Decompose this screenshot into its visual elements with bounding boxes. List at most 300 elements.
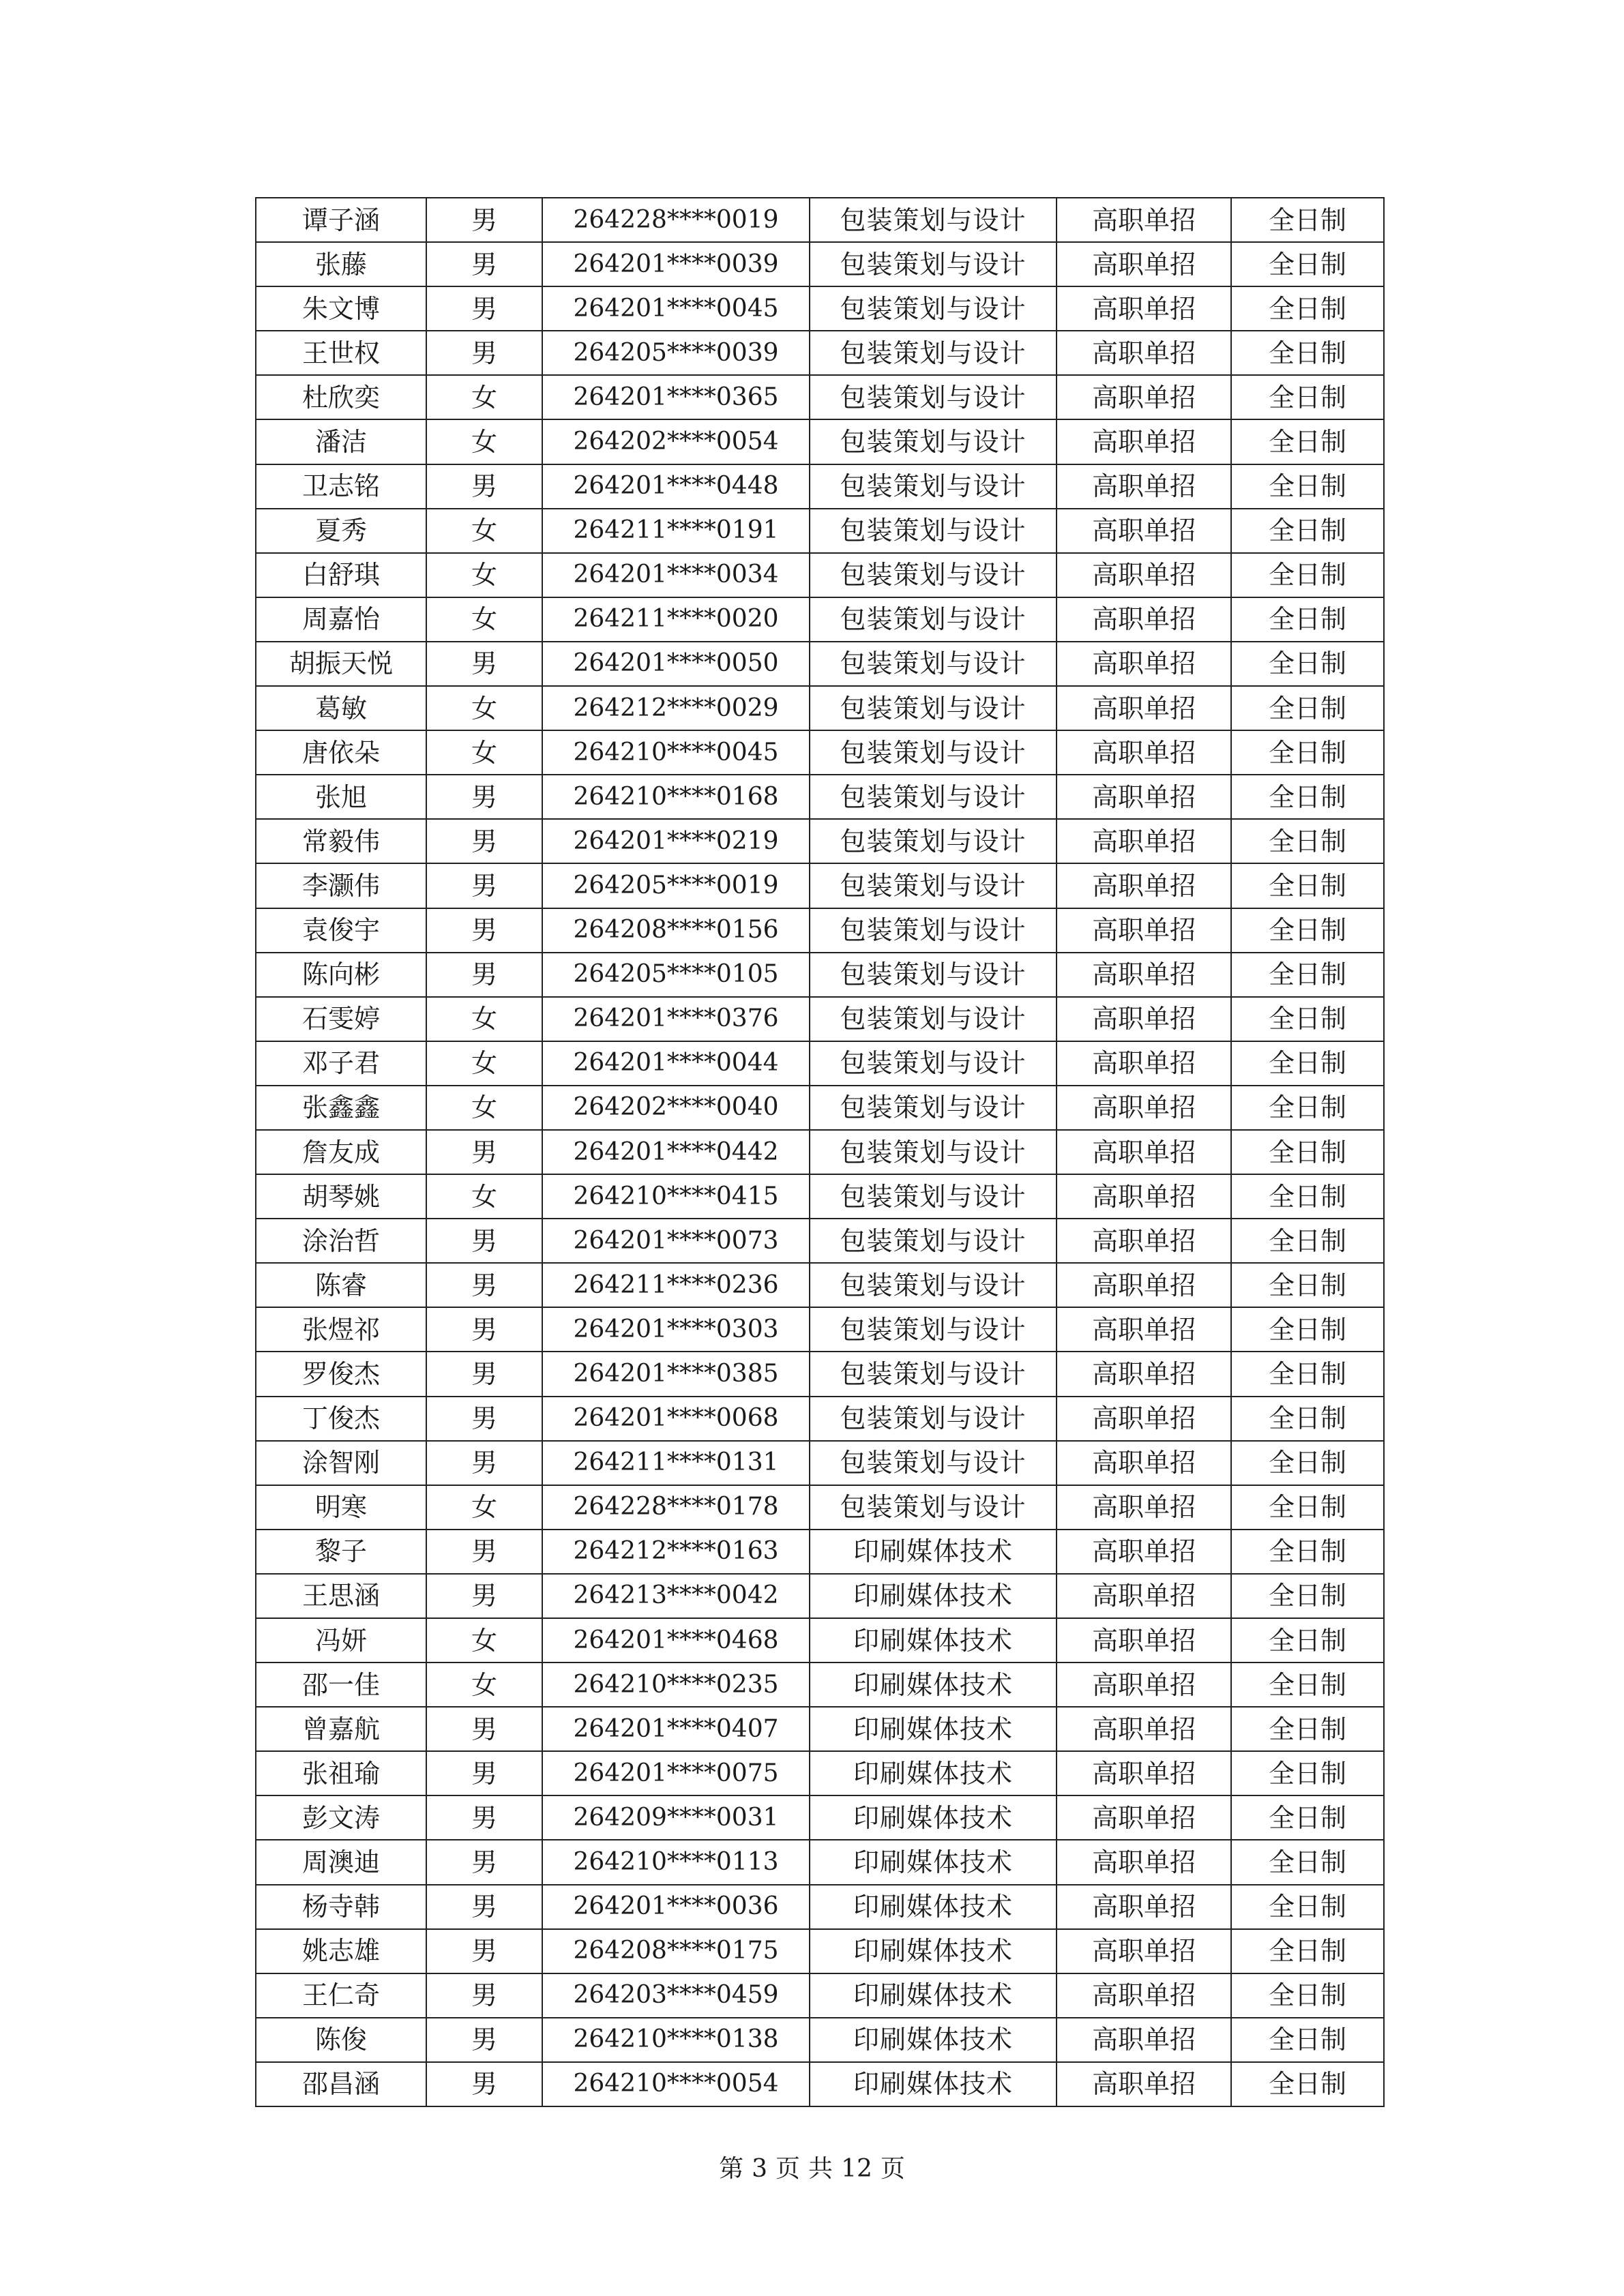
id-number-cell: 264209****0031 — [542, 1795, 810, 1840]
admission-type-cell: 高职单招 — [1057, 1751, 1231, 1795]
table-row — [256, 1485, 1384, 1530]
id-number-cell: 264210****0113 — [542, 1840, 810, 1884]
study-mode-cell: 全日制 — [1231, 1307, 1384, 1352]
admission-type-cell: 高职单招 — [1057, 242, 1231, 286]
gender-cell: 男 — [426, 775, 542, 819]
major-cell: 包装策划与设计 — [810, 464, 1057, 509]
admission-type-cell: 高职单招 — [1057, 2018, 1231, 2062]
table-row — [256, 730, 1384, 775]
id-number-cell: 264201****0442 — [542, 1130, 810, 1174]
study-mode-cell: 全日制 — [1231, 1352, 1384, 1396]
name-cell: 李灏伟 — [256, 863, 426, 908]
major-cell: 印刷媒体技术 — [810, 1574, 1057, 1618]
admission-type-cell: 高职单招 — [1057, 1485, 1231, 1530]
gender-cell: 男 — [426, 1973, 542, 2018]
id-number-cell: 264213****0042 — [542, 1574, 810, 1618]
gender-cell: 男 — [426, 1707, 542, 1751]
table-row — [256, 419, 1384, 464]
gender-cell: 女 — [426, 997, 542, 1041]
gender-cell: 女 — [426, 375, 542, 419]
name-cell: 杨寺韩 — [256, 1885, 426, 1929]
name-cell: 袁俊宇 — [256, 908, 426, 953]
id-number-cell: 264201****0073 — [542, 1219, 810, 1263]
id-number-cell: 264210****0045 — [542, 730, 810, 775]
table-row — [256, 1219, 1384, 1263]
study-mode-cell: 全日制 — [1231, 1707, 1384, 1751]
study-mode-cell: 全日制 — [1231, 1219, 1384, 1263]
admission-type-cell: 高职单招 — [1057, 331, 1231, 375]
table-row — [256, 1929, 1384, 1973]
major-cell: 包装策划与设计 — [810, 1441, 1057, 1485]
major-cell: 包装策划与设计 — [810, 331, 1057, 375]
major-cell: 包装策划与设计 — [810, 1485, 1057, 1530]
name-cell: 王仁奇 — [256, 1973, 426, 2018]
name-cell: 邵昌涵 — [256, 2062, 426, 2106]
current-page-number: 3 — [752, 2155, 768, 2183]
table-row — [256, 1530, 1384, 1574]
major-cell: 包装策划与设计 — [810, 1263, 1057, 1307]
admission-type-cell: 高职单招 — [1057, 1130, 1231, 1174]
name-cell: 明寒 — [256, 1485, 426, 1530]
gender-cell: 男 — [426, 1352, 542, 1396]
study-mode-cell: 全日制 — [1231, 953, 1384, 997]
name-cell: 陈睿 — [256, 1263, 426, 1307]
admission-type-cell: 高职单招 — [1057, 908, 1231, 953]
table-row — [256, 1663, 1384, 1707]
study-mode-cell: 全日制 — [1231, 331, 1384, 375]
admission-type-cell: 高职单招 — [1057, 464, 1231, 509]
study-mode-cell: 全日制 — [1231, 2062, 1384, 2106]
footer-word-di: 第 — [719, 2155, 744, 2183]
table-row — [256, 1751, 1384, 1795]
id-number-cell: 264210****0235 — [542, 1663, 810, 1707]
study-mode-cell: 全日制 — [1231, 1663, 1384, 1707]
id-number-cell: 264201****0068 — [542, 1397, 810, 1441]
gender-cell: 男 — [426, 286, 542, 331]
id-number-cell: 264210****0168 — [542, 775, 810, 819]
roster-body — [256, 198, 1384, 2106]
name-cell: 邵一佳 — [256, 1663, 426, 1707]
name-cell: 张鑫鑫 — [256, 1086, 426, 1130]
name-cell: 常毅伟 — [256, 819, 426, 863]
study-mode-cell: 全日制 — [1231, 642, 1384, 686]
table-row — [256, 775, 1384, 819]
id-number-cell: 264201****0219 — [542, 819, 810, 863]
table-row — [256, 1174, 1384, 1219]
gender-cell: 女 — [426, 553, 542, 597]
id-number-cell: 264201****0036 — [542, 1885, 810, 1929]
name-cell: 姚志雄 — [256, 1929, 426, 1973]
gender-cell: 男 — [426, 1795, 542, 1840]
name-cell: 邓子君 — [256, 1041, 426, 1086]
id-number-cell: 264208****0175 — [542, 1929, 810, 1973]
table-row — [256, 642, 1384, 686]
admission-type-cell: 高职单招 — [1057, 819, 1231, 863]
study-mode-cell: 全日制 — [1231, 375, 1384, 419]
major-cell: 印刷媒体技术 — [810, 1618, 1057, 1663]
gender-cell: 男 — [426, 1441, 542, 1485]
major-cell: 包装策划与设计 — [810, 1307, 1057, 1352]
gender-cell: 男 — [426, 331, 542, 375]
table-row — [256, 1307, 1384, 1352]
name-cell: 周澳迪 — [256, 1840, 426, 1884]
gender-cell: 女 — [426, 1618, 542, 1663]
major-cell: 印刷媒体技术 — [810, 2018, 1057, 2062]
major-cell: 包装策划与设计 — [810, 509, 1057, 553]
footer-word-gong: 共 — [808, 2155, 833, 2183]
major-cell: 包装策划与设计 — [810, 1352, 1057, 1396]
admission-type-cell: 高职单招 — [1057, 1795, 1231, 1840]
table-row — [256, 1086, 1384, 1130]
admission-type-cell: 高职单招 — [1057, 419, 1231, 464]
major-cell: 印刷媒体技术 — [810, 1707, 1057, 1751]
id-number-cell: 264201****0044 — [542, 1041, 810, 1086]
study-mode-cell: 全日制 — [1231, 1263, 1384, 1307]
name-cell: 潘洁 — [256, 419, 426, 464]
gender-cell: 男 — [426, 1840, 542, 1884]
admission-type-cell: 高职单招 — [1057, 286, 1231, 331]
study-mode-cell: 全日制 — [1231, 686, 1384, 730]
name-cell: 张旭 — [256, 775, 426, 819]
id-number-cell: 264205****0019 — [542, 863, 810, 908]
table-row — [256, 1840, 1384, 1884]
major-cell: 包装策划与设计 — [810, 642, 1057, 686]
table-row — [256, 1973, 1384, 2018]
name-cell: 王世权 — [256, 331, 426, 375]
name-cell: 詹友成 — [256, 1130, 426, 1174]
table-row — [256, 863, 1384, 908]
study-mode-cell: 全日制 — [1231, 597, 1384, 642]
table-row — [256, 2018, 1384, 2062]
admission-type-cell: 高职单招 — [1057, 1352, 1231, 1396]
major-cell: 包装策划与设计 — [810, 775, 1057, 819]
table-row — [256, 464, 1384, 509]
gender-cell: 女 — [426, 1663, 542, 1707]
name-cell: 陈俊 — [256, 2018, 426, 2062]
admission-type-cell: 高职单招 — [1057, 997, 1231, 1041]
gender-cell: 男 — [426, 819, 542, 863]
study-mode-cell: 全日制 — [1231, 464, 1384, 509]
major-cell: 印刷媒体技术 — [810, 2062, 1057, 2106]
study-mode-cell: 全日制 — [1231, 419, 1384, 464]
name-cell: 陈向彬 — [256, 953, 426, 997]
major-cell: 印刷媒体技术 — [810, 1751, 1057, 1795]
id-number-cell: 264201****0075 — [542, 1751, 810, 1795]
gender-cell: 男 — [426, 1885, 542, 1929]
gender-cell: 男 — [426, 2062, 542, 2106]
id-number-cell: 264212****0163 — [542, 1530, 810, 1574]
name-cell: 胡琴姚 — [256, 1174, 426, 1219]
table-row — [256, 286, 1384, 331]
major-cell: 包装策划与设计 — [810, 1041, 1057, 1086]
major-cell: 包装策划与设计 — [810, 730, 1057, 775]
major-cell: 包装策划与设计 — [810, 242, 1057, 286]
id-number-cell: 264201****0365 — [542, 375, 810, 419]
name-cell: 唐依朵 — [256, 730, 426, 775]
major-cell: 印刷媒体技术 — [810, 1929, 1057, 1973]
admission-type-cell: 高职单招 — [1057, 198, 1231, 242]
study-mode-cell: 全日制 — [1231, 997, 1384, 1041]
id-number-cell: 264201****0034 — [542, 553, 810, 597]
gender-cell: 女 — [426, 730, 542, 775]
id-number-cell: 264202****0054 — [542, 419, 810, 464]
gender-cell: 男 — [426, 464, 542, 509]
admission-type-cell: 高职单招 — [1057, 863, 1231, 908]
admission-type-cell: 高职单招 — [1057, 1574, 1231, 1618]
major-cell: 包装策划与设计 — [810, 863, 1057, 908]
name-cell: 夏秀 — [256, 509, 426, 553]
id-number-cell: 264201****0303 — [542, 1307, 810, 1352]
name-cell: 张藤 — [256, 242, 426, 286]
admission-type-cell: 高职单招 — [1057, 509, 1231, 553]
major-cell: 印刷媒体技术 — [810, 1885, 1057, 1929]
study-mode-cell: 全日制 — [1231, 1973, 1384, 2018]
gender-cell: 女 — [426, 1086, 542, 1130]
name-cell: 白舒琪 — [256, 553, 426, 597]
study-mode-cell: 全日制 — [1231, 863, 1384, 908]
admission-type-cell: 高职单招 — [1057, 1307, 1231, 1352]
study-mode-cell: 全日制 — [1231, 1174, 1384, 1219]
admission-type-cell: 高职单招 — [1057, 1530, 1231, 1574]
major-cell: 包装策划与设计 — [810, 1130, 1057, 1174]
study-mode-cell: 全日制 — [1231, 1485, 1384, 1530]
id-number-cell: 264208****0156 — [542, 908, 810, 953]
table-row — [256, 1795, 1384, 1840]
name-cell: 涂治哲 — [256, 1219, 426, 1263]
table-row — [256, 819, 1384, 863]
table-row — [256, 242, 1384, 286]
table-row — [256, 2062, 1384, 2106]
id-number-cell: 264203****0459 — [542, 1973, 810, 2018]
major-cell: 包装策划与设计 — [810, 1086, 1057, 1130]
major-cell: 印刷媒体技术 — [810, 1795, 1057, 1840]
admission-type-cell: 高职单招 — [1057, 553, 1231, 597]
gender-cell: 女 — [426, 686, 542, 730]
gender-cell: 男 — [426, 908, 542, 953]
name-cell: 冯妍 — [256, 1618, 426, 1663]
study-mode-cell: 全日制 — [1231, 1840, 1384, 1884]
gender-cell: 男 — [426, 1219, 542, 1263]
id-number-cell: 264228****0019 — [542, 198, 810, 242]
name-cell: 张祖瑜 — [256, 1751, 426, 1795]
major-cell: 印刷媒体技术 — [810, 1530, 1057, 1574]
student-roster-table — [255, 197, 1385, 2107]
gender-cell: 男 — [426, 1530, 542, 1574]
gender-cell: 男 — [426, 2018, 542, 2062]
study-mode-cell: 全日制 — [1231, 286, 1384, 331]
major-cell: 包装策划与设计 — [810, 819, 1057, 863]
id-number-cell: 264210****0054 — [542, 2062, 810, 2106]
name-cell: 王思涵 — [256, 1574, 426, 1618]
id-number-cell: 264211****0191 — [542, 509, 810, 553]
study-mode-cell: 全日制 — [1231, 1041, 1384, 1086]
study-mode-cell: 全日制 — [1231, 1795, 1384, 1840]
gender-cell: 男 — [426, 1130, 542, 1174]
admission-type-cell: 高职单招 — [1057, 686, 1231, 730]
page-footer — [0, 2149, 1624, 2184]
table-row — [256, 1263, 1384, 1307]
table-row — [256, 1574, 1384, 1618]
admission-type-cell: 高职单招 — [1057, 1707, 1231, 1751]
admission-type-cell: 高职单招 — [1057, 953, 1231, 997]
table-row — [256, 1618, 1384, 1663]
admission-type-cell: 高职单招 — [1057, 1663, 1231, 1707]
major-cell: 包装策划与设计 — [810, 953, 1057, 997]
major-cell: 包装策划与设计 — [810, 597, 1057, 642]
study-mode-cell: 全日制 — [1231, 908, 1384, 953]
major-cell: 包装策划与设计 — [810, 375, 1057, 419]
study-mode-cell: 全日制 — [1231, 2018, 1384, 2062]
gender-cell: 男 — [426, 1307, 542, 1352]
table-row — [256, 198, 1384, 242]
admission-type-cell: 高职单招 — [1057, 1618, 1231, 1663]
admission-type-cell: 高职单招 — [1057, 1929, 1231, 1973]
name-cell: 卫志铭 — [256, 464, 426, 509]
gender-cell: 男 — [426, 1751, 542, 1795]
study-mode-cell: 全日制 — [1231, 1885, 1384, 1929]
major-cell: 包装策划与设计 — [810, 286, 1057, 331]
study-mode-cell: 全日制 — [1231, 1441, 1384, 1485]
gender-cell: 男 — [426, 198, 542, 242]
admission-type-cell: 高职单招 — [1057, 2062, 1231, 2106]
admission-type-cell: 高职单招 — [1057, 1041, 1231, 1086]
admission-type-cell: 高职单招 — [1057, 730, 1231, 775]
id-number-cell: 264201****0468 — [542, 1618, 810, 1663]
id-number-cell: 264205****0105 — [542, 953, 810, 997]
footer-word-ye: 页 — [776, 2155, 801, 2183]
id-number-cell: 264201****0050 — [542, 642, 810, 686]
id-number-cell: 264211****0020 — [542, 597, 810, 642]
id-number-cell: 264211****0236 — [542, 1263, 810, 1307]
admission-type-cell: 高职单招 — [1057, 642, 1231, 686]
total-page-count: 12 — [841, 2155, 872, 2183]
id-number-cell: 264211****0131 — [542, 1441, 810, 1485]
footer-word-ye-2: 页 — [880, 2155, 905, 2183]
study-mode-cell: 全日制 — [1231, 775, 1384, 819]
study-mode-cell: 全日制 — [1231, 553, 1384, 597]
id-number-cell: 264212****0029 — [542, 686, 810, 730]
gender-cell: 男 — [426, 642, 542, 686]
table-row — [256, 1441, 1384, 1485]
study-mode-cell: 全日制 — [1231, 1086, 1384, 1130]
gender-cell: 男 — [426, 242, 542, 286]
admission-type-cell: 高职单招 — [1057, 1885, 1231, 1929]
table-row — [256, 686, 1384, 730]
table-row — [256, 908, 1384, 953]
major-cell: 包装策划与设计 — [810, 908, 1057, 953]
major-cell: 包装策划与设计 — [810, 1397, 1057, 1441]
admission-type-cell: 高职单招 — [1057, 1174, 1231, 1219]
id-number-cell: 264210****0138 — [542, 2018, 810, 2062]
admission-type-cell: 高职单招 — [1057, 1086, 1231, 1130]
table-row — [256, 597, 1384, 642]
name-cell: 谭子涵 — [256, 198, 426, 242]
admission-type-cell: 高职单招 — [1057, 1219, 1231, 1263]
study-mode-cell: 全日制 — [1231, 242, 1384, 286]
admission-type-cell: 高职单招 — [1057, 1840, 1231, 1884]
table-row — [256, 1707, 1384, 1751]
admission-type-cell: 高职单招 — [1057, 1441, 1231, 1485]
table-row — [256, 953, 1384, 997]
study-mode-cell: 全日制 — [1231, 1130, 1384, 1174]
id-number-cell: 264205****0039 — [542, 331, 810, 375]
id-number-cell: 264201****0385 — [542, 1352, 810, 1396]
major-cell: 包装策划与设计 — [810, 1174, 1057, 1219]
id-number-cell: 264201****0376 — [542, 997, 810, 1041]
name-cell: 曾嘉航 — [256, 1707, 426, 1751]
admission-type-cell: 高职单招 — [1057, 1973, 1231, 2018]
gender-cell: 男 — [426, 953, 542, 997]
study-mode-cell: 全日制 — [1231, 509, 1384, 553]
admission-type-cell: 高职单招 — [1057, 597, 1231, 642]
gender-cell: 女 — [426, 1485, 542, 1530]
admission-type-cell: 高职单招 — [1057, 1263, 1231, 1307]
major-cell: 包装策划与设计 — [810, 686, 1057, 730]
gender-cell: 女 — [426, 419, 542, 464]
gender-cell: 女 — [426, 1041, 542, 1086]
gender-cell: 男 — [426, 863, 542, 908]
major-cell: 包装策划与设计 — [810, 198, 1057, 242]
name-cell: 胡振天悦 — [256, 642, 426, 686]
study-mode-cell: 全日制 — [1231, 819, 1384, 863]
study-mode-cell: 全日制 — [1231, 1530, 1384, 1574]
table-row — [256, 1130, 1384, 1174]
study-mode-cell: 全日制 — [1231, 730, 1384, 775]
name-cell: 周嘉怡 — [256, 597, 426, 642]
table-row — [256, 997, 1384, 1041]
admission-type-cell: 高职单招 — [1057, 375, 1231, 419]
major-cell: 包装策划与设计 — [810, 419, 1057, 464]
admission-type-cell: 高职单招 — [1057, 1397, 1231, 1441]
name-cell: 葛敏 — [256, 686, 426, 730]
name-cell: 丁俊杰 — [256, 1397, 426, 1441]
study-mode-cell: 全日制 — [1231, 1397, 1384, 1441]
gender-cell: 女 — [426, 509, 542, 553]
name-cell: 黎子 — [256, 1530, 426, 1574]
gender-cell: 男 — [426, 1397, 542, 1441]
id-number-cell: 264202****0040 — [542, 1086, 810, 1130]
gender-cell: 男 — [426, 1574, 542, 1618]
major-cell: 印刷媒体技术 — [810, 1663, 1057, 1707]
name-cell: 张煜祁 — [256, 1307, 426, 1352]
name-cell: 彭文涛 — [256, 1795, 426, 1840]
id-number-cell: 264201****0448 — [542, 464, 810, 509]
id-number-cell: 264228****0178 — [542, 1485, 810, 1530]
table-row — [256, 375, 1384, 419]
study-mode-cell: 全日制 — [1231, 1929, 1384, 1973]
study-mode-cell: 全日制 — [1231, 198, 1384, 242]
table-row — [256, 331, 1384, 375]
major-cell: 包装策划与设计 — [810, 997, 1057, 1041]
name-cell: 涂智刚 — [256, 1441, 426, 1485]
gender-cell: 女 — [426, 597, 542, 642]
major-cell: 包装策划与设计 — [810, 1219, 1057, 1263]
id-number-cell: 264201****0039 — [542, 242, 810, 286]
name-cell: 石雯婷 — [256, 997, 426, 1041]
major-cell: 印刷媒体技术 — [810, 1840, 1057, 1884]
name-cell: 杜欣奕 — [256, 375, 426, 419]
major-cell: 印刷媒体技术 — [810, 1973, 1057, 2018]
table-row — [256, 1041, 1384, 1086]
table-row — [256, 509, 1384, 553]
gender-cell: 女 — [426, 1174, 542, 1219]
study-mode-cell: 全日制 — [1231, 1618, 1384, 1663]
major-cell: 包装策划与设计 — [810, 553, 1057, 597]
admission-type-cell: 高职单招 — [1057, 775, 1231, 819]
study-mode-cell: 全日制 — [1231, 1751, 1384, 1795]
name-cell: 罗俊杰 — [256, 1352, 426, 1396]
table-row — [256, 553, 1384, 597]
